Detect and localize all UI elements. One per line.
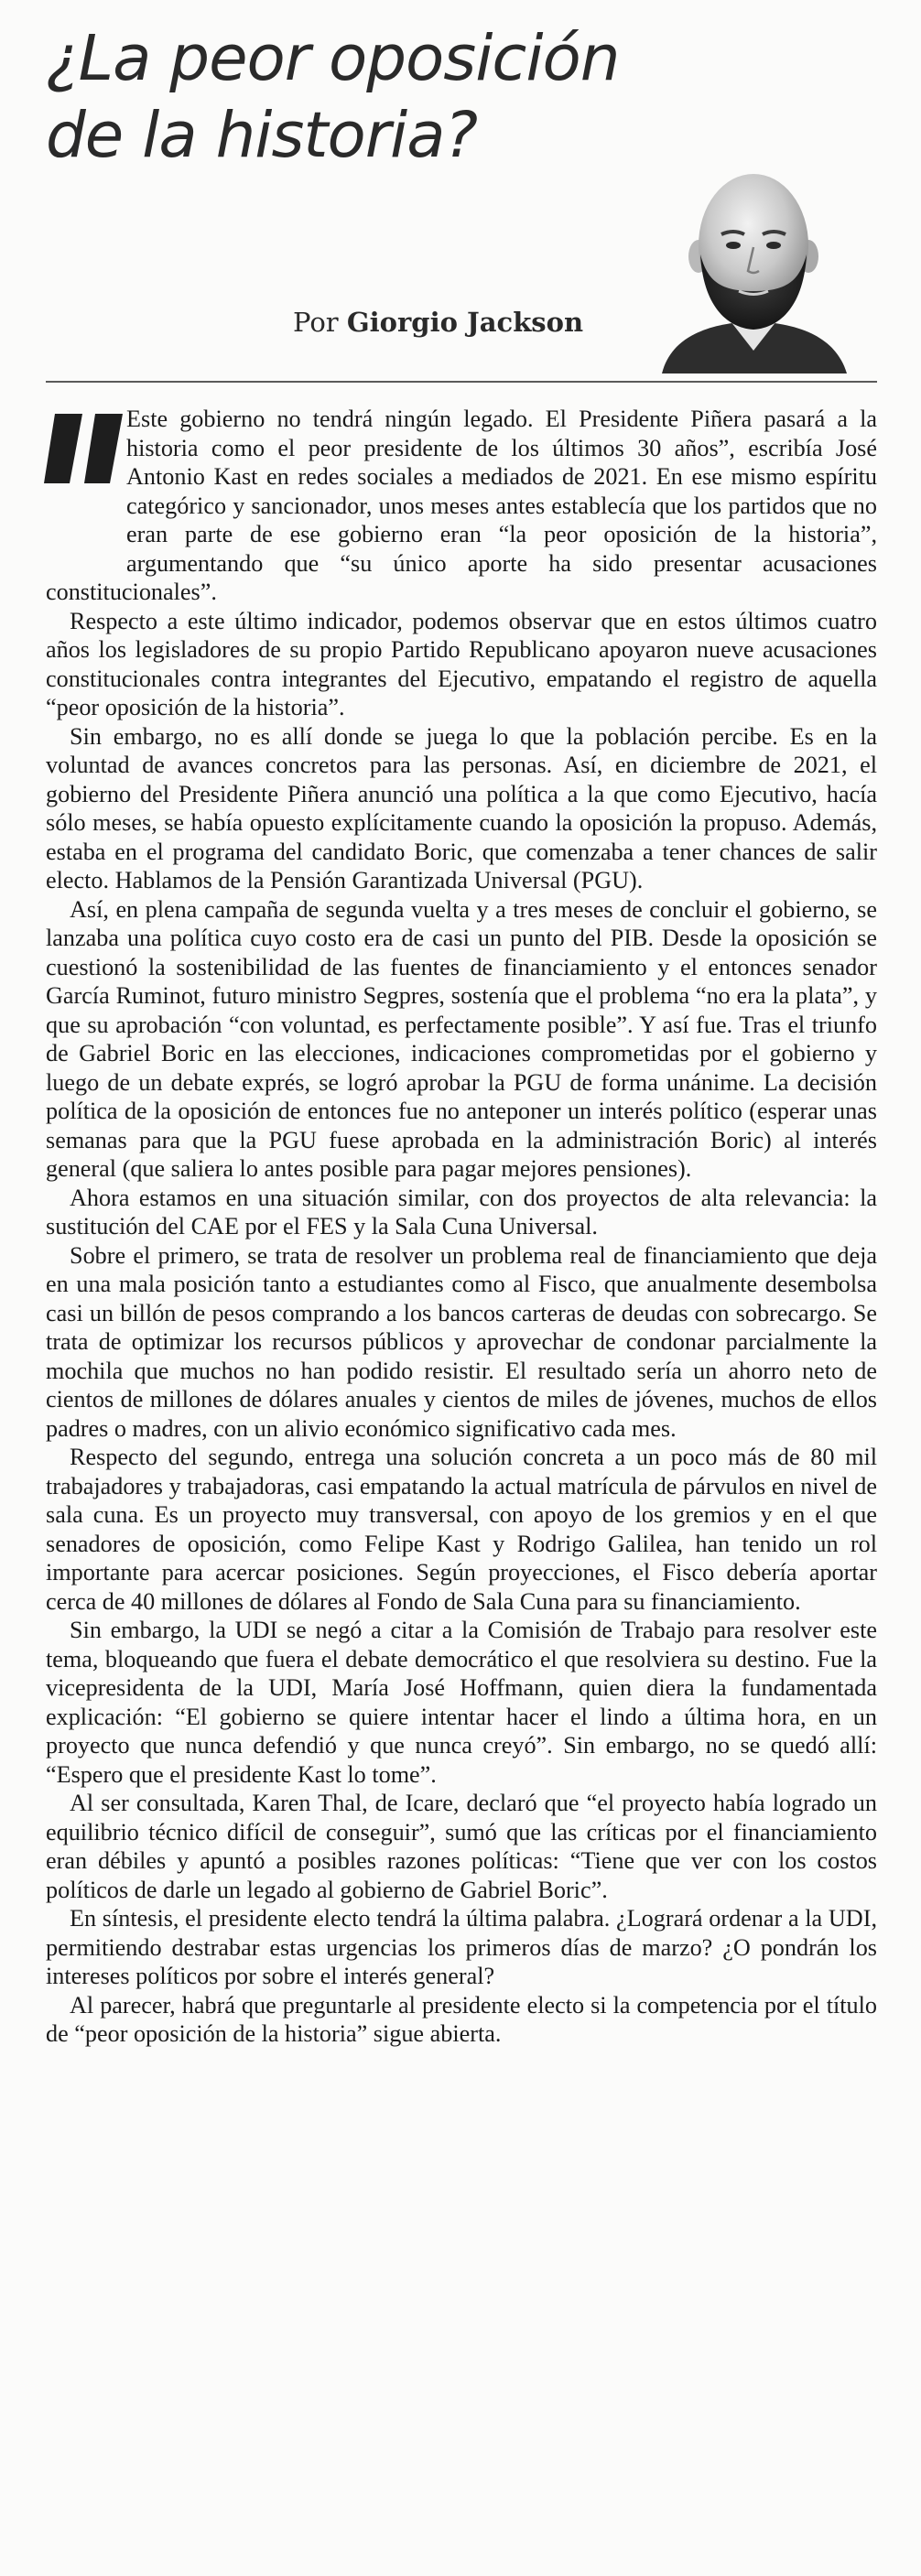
paragraph: En síntesis, el presidente electo tendrá la última palabra. ¿Logrará ordenar a la UDI, permitiendo destrabar estas urgencias los primeros días de marzo? ¿O pondrán los intereses políticos por sobre el interés general? <box>46 1905 877 1989</box>
article-body <box>46 405 877 2049</box>
paragraph: Ahora estamos en una situación similar, con dos proyectos de alta relevancia: la sustitución del CAE por el FES y la Sala Cuna Universal. <box>46 1184 877 1239</box>
author-portrait <box>653 154 854 373</box>
paragraph: Al parecer, habrá que preguntarle al presidente electo si la competencia por el título de “peor oposición de la historia” sigue abierta. <box>46 1991 877 2047</box>
quote-spacer <box>46 405 126 575</box>
paragraph: Así, en plena campaña de segunda vuelta y a tres meses de concluir el gobierno, se lanzaba una política cuyo costo era de casi un punto del PIB. Desde la oposición se cuestionó la sostenibilidad de las fuentes de financiamiento y el entonces senador García Ruminot, futuro ministro Segpres, sostenía que el problema “no era la plata”, y que su aprobación “con voluntad, es perfectamente posible”. Y así fue. Tras el triunfo de Gabriel Boric en las elecciones, indicaciones comprometidas por el gobierno y luego de un debate exprés, se logró aprobar la PGU de forma unánime. La decisión política de la oposición de entonces fue no anteponer un interés político (esperar unas semanas para que la PGU fuese aprobada en la administración Boric) al interés general (que saliera lo antes posible para pagar mejores pensiones). <box>46 895 877 1182</box>
paragraph: Respecto a este último indicador, podemos observar que en estos últimos cuatro años los legisladores de su propio Partido Republicano apoyaron nueve acusaciones constitucionales contra integrantes del Ejecutivo, empatando el registro de aquella “peor oposición de la historia”. <box>46 607 877 720</box>
byline-author: Giorgio Jackson <box>346 307 584 338</box>
byline-prefix: Por <box>293 307 339 338</box>
paragraph: Sobre el primero, se trata de resolver un problema real de financiamiento que deja en una mala posición tanto a estudiantes como al Fisco, que anualmente desembolsa casi un billón de pesos comprando a los bancos carteras de deudas con sobrecargo. Se trata de optimizar los recursos públicos y aprovechar de condonar parcialmente la mochila que muchos no han podido resistir. El resultado sería un ahorro neto de cientos de millones de dólares anuales y cientos de miles de jóvenes, muchos de ellos padres o madres, con un alivio económico significativo cada mes. <box>46 1241 877 1442</box>
paragraph: Sin embargo, la UDI se negó a citar a la Comisión de Trabajo para resolver este tema, bloqueando que fuera el debate democrático el que resolviera su destino. Fue la vicepresidenta de la UDI, María José Hoffmann, quien diera la fundamentada explicación: “El gobierno se quiere intentar hacer el lindo a última hora, en un proyecto que nunca defendió y que nunca creyó”. Sin embargo, no se quedó allí: “Espero que el presidente Kast lo tome”. <box>46 1617 877 1788</box>
divider-rule <box>46 381 877 383</box>
paragraph: Respecto del segundo, entrega una solución concreta a un poco más de 80 mil trabajadores y trabajadoras, casi empatando la actual matrícula de párvulos en nivel de sala cuna. Es un proyecto muy transversal, con apoyo de los gremios y en el que senadores de oposición, como Felipe Kast y Rodrigo Galilea, han tenido un rol importante para acercar posiciones. Según proyecciones, el Fisco debería aportar cerca de 40 millones de dólares al Fondo de Sala Cuna para su financiamiento. <box>46 1444 877 1615</box>
paragraph: Sin embargo, no es allí donde se juega lo que la población percibe. Es en la voluntad de avances concretos para las personas. Así, en diciembre de 2021, el gobierno del Presidente Piñera anunció una política a la que como Ejecutivo, hacía sólo meses, se había opuesto explícitamente cuando la oposición la propuso. Además, estaba en el programa del candidato Boric, que comenzaba a tener chances de salir electo. Hablamos de la Pensión Garantizada Universal (PGU). <box>46 722 877 893</box>
paragraph: Este gobierno no tendrá ningún legado. El Presidente Piñera pasará a la historia como el peor presidente de los últimos 30 años”, escribía José Antonio Kast en redes sociales a mediados de 2021. En ese mismo espíritu categórico y sancionador, unos meses antes establecía que los partidos que no eran parte de ese gobierno eran “la peor oposición de la historia”, argumentando que “su único aporte ha sido presentar acusaciones constitucionales”. <box>46 406 877 605</box>
byline <box>293 307 583 338</box>
paragraph: Al ser consultada, Karen Thal, de Icare, declaró que “el proyecto había logrado un equilibrio técnico difícil de conseguir”, sumó que las críticas por el financiamiento eran débiles y apuntó a posibles razones políticas: “Tiene que ver con los costos políticos de darle un legado al gobierno de Gabriel Boric”. <box>46 1790 877 1903</box>
headline: ¿La peor oposición de la historia? <box>46 22 620 172</box>
